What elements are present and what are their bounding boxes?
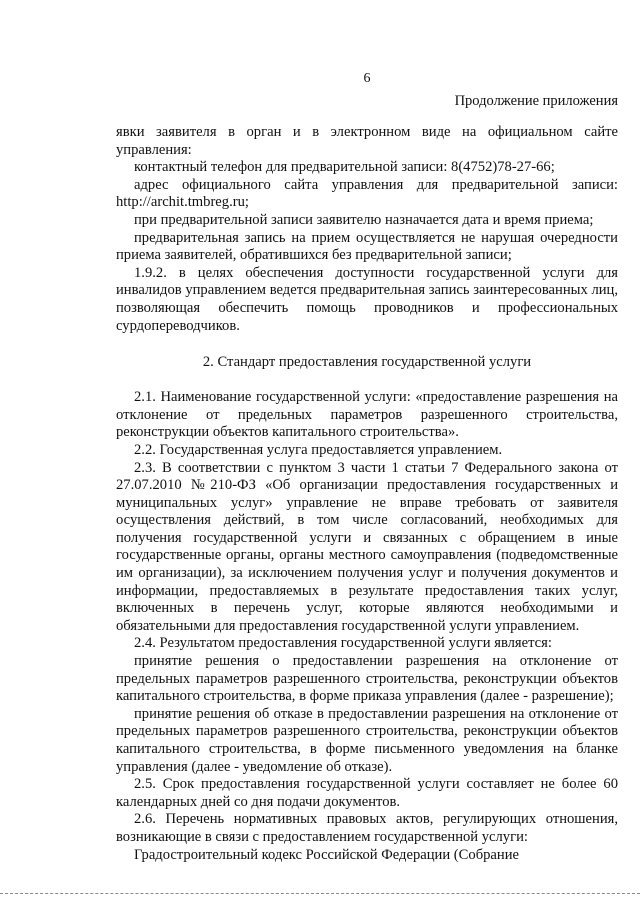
paragraph-1-9-2: 1.9.2. в целях обеспечения доступности государственной услуги для инвалидов управлением ведется предварительная запись заинтересованных лиц, позволяющая обеспечить помощь проводников и профессиональных сурдопереводчиков. bbox=[116, 264, 618, 334]
paragraph-2-4: 2.4. Результатом предоставления государственной услуги является: bbox=[134, 635, 552, 652]
paragraph-queue: предварительная запись на прием осуществляется не нарушая очередности приема заявителей, обратившихся без предварительной записи; bbox=[116, 229, 618, 264]
paragraph-2-1: 2.1. Наименование государственной услуги: «предоставление разрешения на отклонение от предельных параметров разрешенного строительства, реконструкции объектов капитального строительства». bbox=[116, 389, 618, 441]
page-number: 6 bbox=[363, 71, 371, 86]
paragraph-result-refusal: принятие решения об отказе в предоставлении разрешения на отклонение от предельных параметров разрешенного строительства, реконструкции объектов капитального строительства, в форме письменного уведомления на бланке управления (далее - уведомление об отказе). bbox=[116, 705, 618, 775]
paragraph-phone: контактный телефон для предварительной записи: 8(4752)78-27-66; bbox=[134, 159, 555, 176]
paragraph-2-5: 2.5. Срок предоставления государственной услуги составляет не более 60 календарных дней со дня подачи документов. bbox=[116, 776, 618, 810]
paragraph-2-3: 2.3. В соответствии с пунктом 3 части 1 статьи 7 Федерального закона от 27.07.2010 №210-ФЗ «Об организации предоставления государственных и муниципальных услуг» управление не вправе требовать от заявителя осуществления действий, в том числе согласований, необходимых для получения государственной услуги и связанных с обращением в иные государственные органы, органы местного самоуправления (подведомственные им организации), за исключением получения услуг и получения документов и информации, предоставляемых в результате предоставления таких услуг, включенных в перечень услуг, которые являются необходимыми и обязательными для предоставления государственной услуги управлением. bbox=[116, 459, 618, 634]
paragraph-website: адрес официального сайта управления для предварительной записи: http://archit.tmbreg.ru; bbox=[116, 176, 618, 211]
paragraph-attendance: явки заявителя в орган и в электронном виде на официальном сайте управления: bbox=[116, 124, 618, 158]
paragraph-result-permit: принятие решения о предоставлении разрешения на отклонение от предельных параметров разрешенного строительства, реконструкции объектов капитального строительства, в форме приказа управления (далее - разрешение); bbox=[116, 653, 618, 705]
paragraph-2-2: 2.2. Государственная услуга предоставляется управлением. bbox=[134, 441, 503, 458]
paragraph-appointment-date: при предварительной записи заявителю назначается дата и время приема; bbox=[134, 211, 594, 228]
paragraph-urban-code: Градостроительный кодекс Российской Федерации (Собрание bbox=[134, 846, 519, 863]
continuation-label: Продолжение приложения bbox=[454, 93, 618, 109]
scan-bottom-edge bbox=[0, 893, 640, 894]
paragraph-2-6: 2.6. Перечень нормативных правовых актов, регулирующих отношения, возникающие в связи с предоставлением государственной услуги: bbox=[116, 811, 618, 845]
section-heading: 2. Стандарт предоставления государственной услуги bbox=[202, 354, 532, 371]
